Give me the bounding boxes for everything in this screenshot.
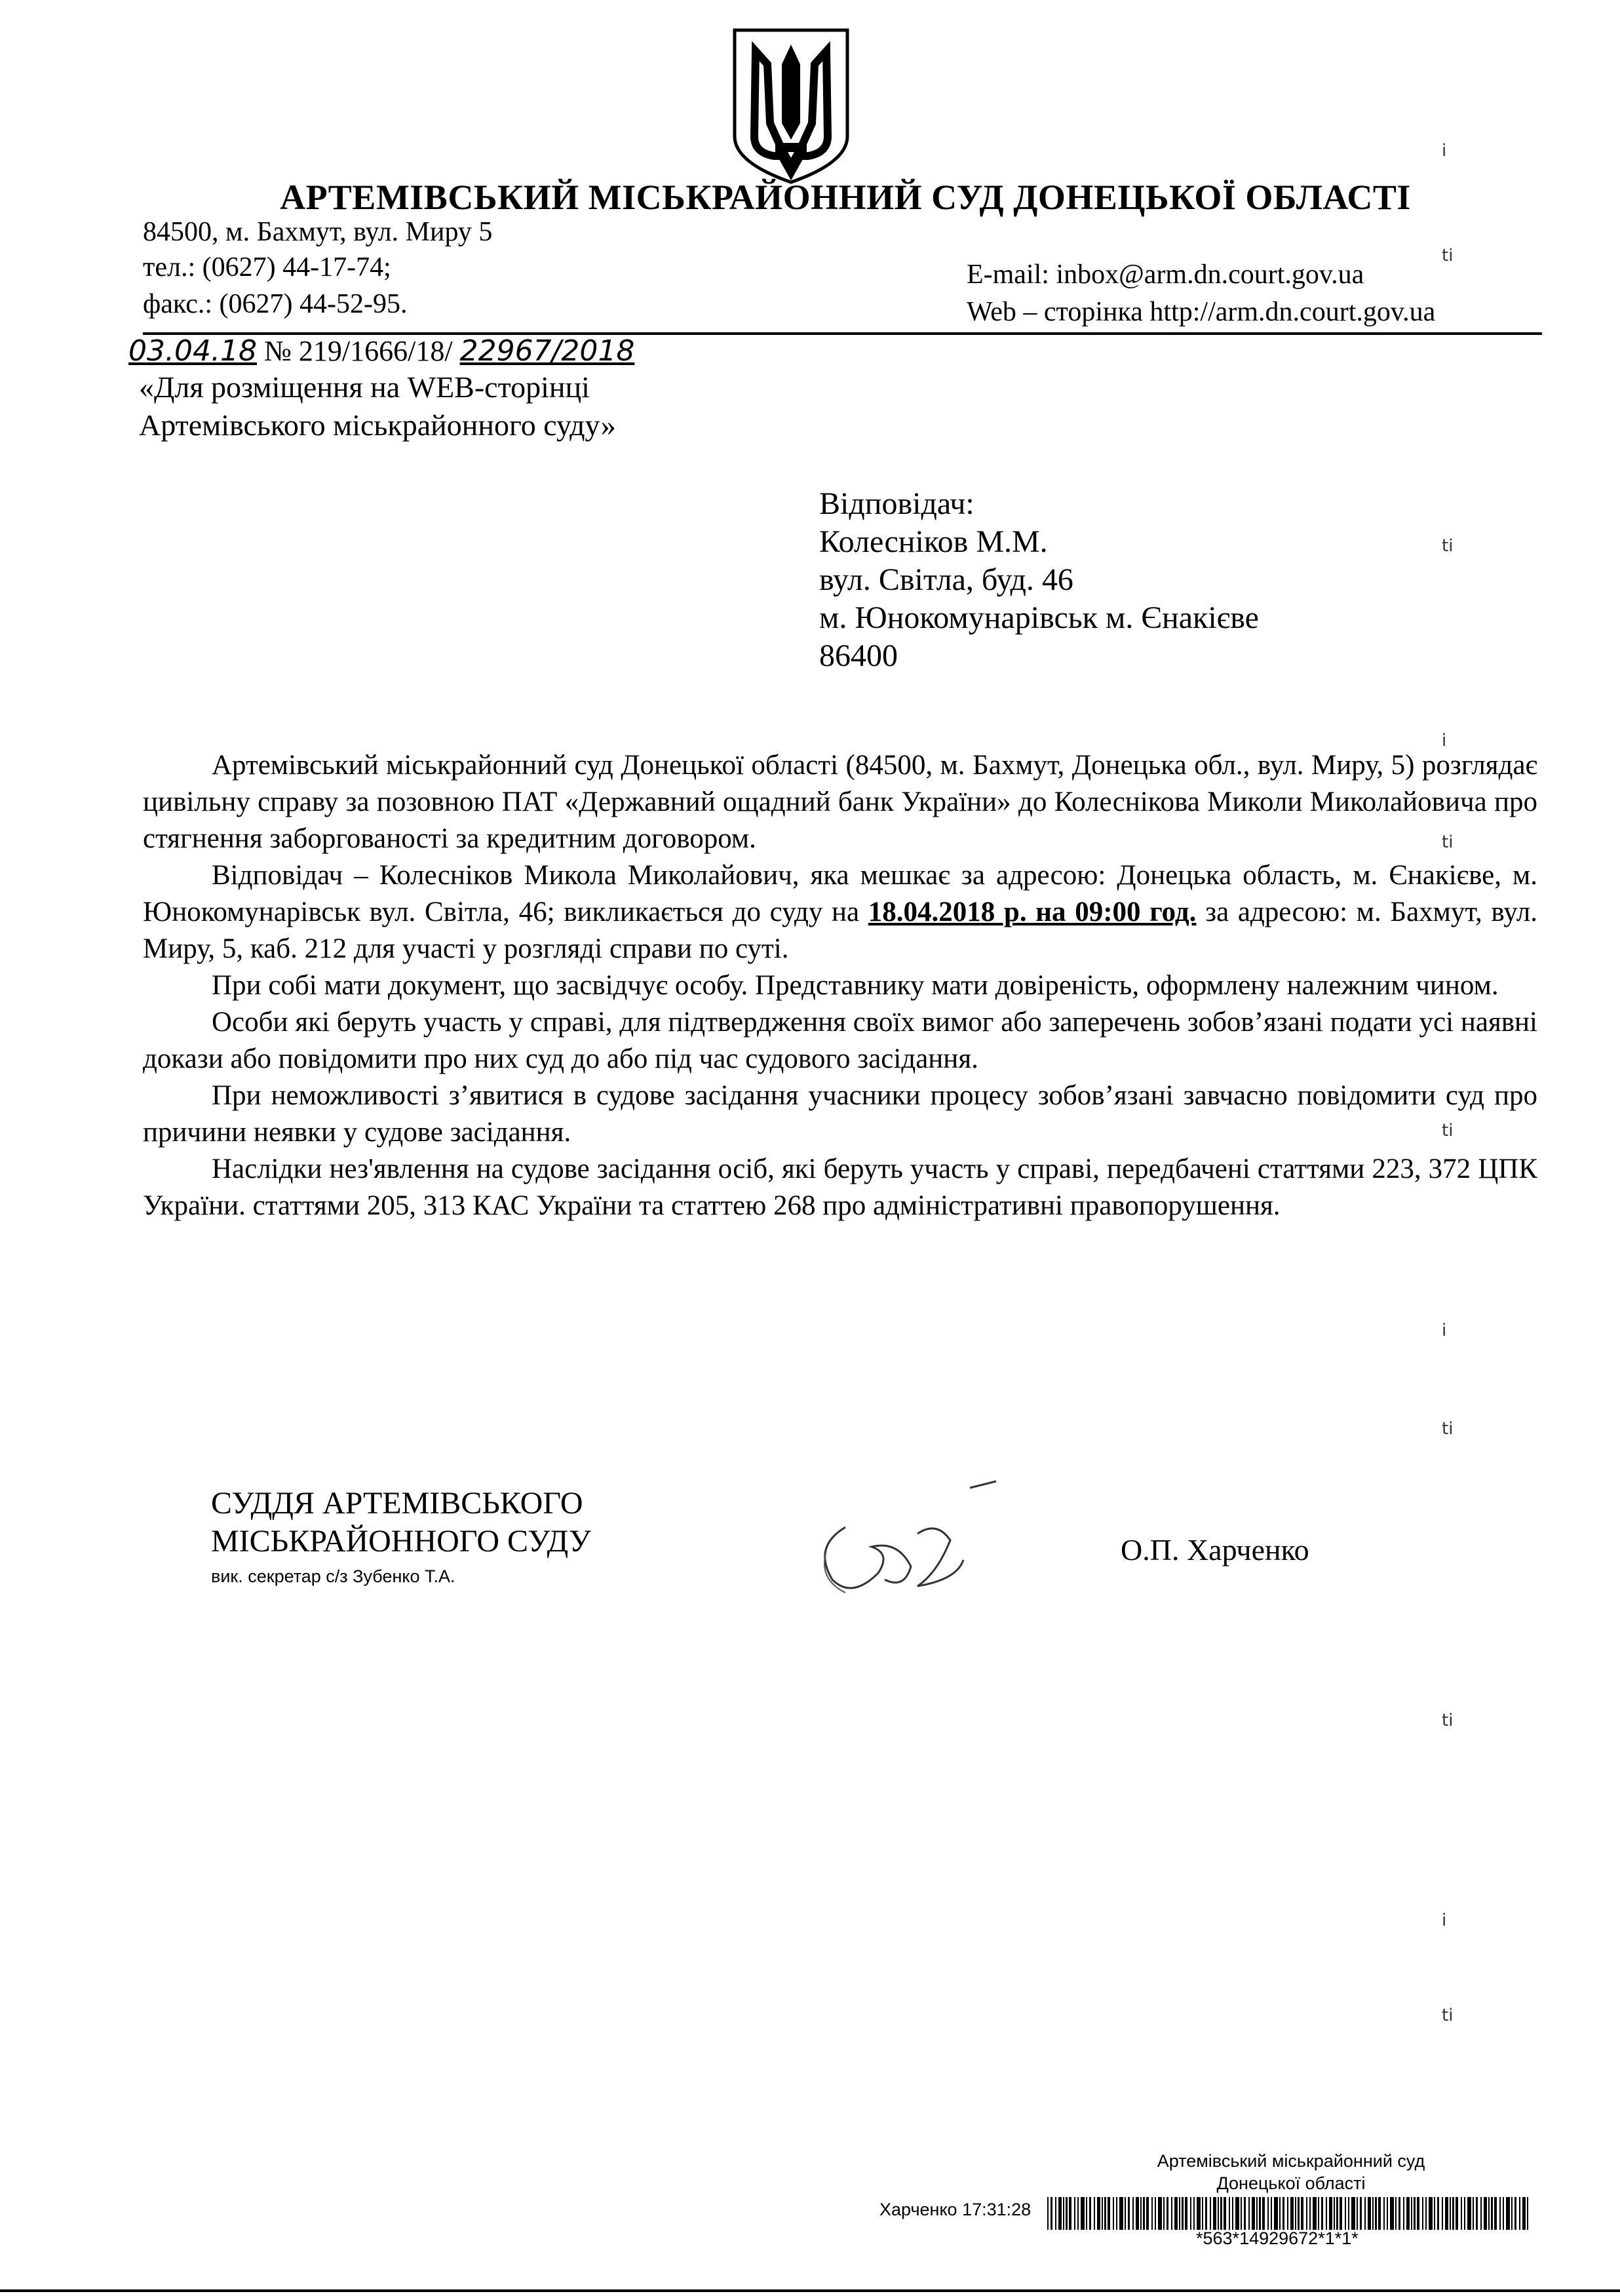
court-phone: тел.: (0627) 44-17-74; bbox=[143, 252, 391, 282]
barcode-bar bbox=[1220, 2197, 1222, 2230]
barcode-bar bbox=[1051, 2197, 1052, 2230]
handwritten-register-number: 22967/2018 bbox=[459, 334, 635, 368]
judge-title: СУДДЯ АРТЕМІВСЬКОГО МІСЬКРАЙОННОГО СУДУ bbox=[211, 1486, 591, 1559]
margin-mark: i bbox=[1442, 141, 1447, 161]
barcode-bar bbox=[1473, 2197, 1474, 2230]
outgoing-number-prefix: № 219/1666/18/ bbox=[263, 335, 453, 367]
barcode-bar bbox=[1193, 2197, 1195, 2230]
barcode-bar bbox=[1205, 2197, 1207, 2230]
court-fax: факс.: (0627) 44-52-95. bbox=[143, 289, 408, 319]
barcode-bar bbox=[1213, 2197, 1216, 2230]
barcode-bar bbox=[1403, 2197, 1404, 2230]
barcode-bar bbox=[1484, 2197, 1487, 2230]
margin-mark: i bbox=[1442, 1911, 1447, 1930]
recipient-street: вул. Світла, буд. 46 bbox=[819, 562, 1073, 597]
barcode-bar bbox=[1074, 2197, 1075, 2230]
footer-stamp: Артемівський міськрайонний суд Донецької області bbox=[1157, 2151, 1425, 2193]
body-paragraph: Артемівський міськрайонний суд Донецької області (84500, м. Бахмут, Донецька обл., вул. Миру, 5) розглядає цивільну справу за позовною ПАТ «Державний ощадний банк України» до Колеснікова Миколи Миколайовича про стягнення заборгованості за кредитним договором. bbox=[143, 750, 1537, 854]
barcode-bar bbox=[1445, 2197, 1448, 2230]
barcode-bar bbox=[1437, 2197, 1439, 2230]
barcode-bar bbox=[1171, 2197, 1172, 2230]
margin-mark: ti bbox=[1442, 536, 1454, 556]
court-email: E-mail: inbox@arm.dn.court.gov.ua bbox=[967, 260, 1364, 290]
barcode-bar bbox=[1104, 2197, 1106, 2230]
barcode-bar bbox=[1318, 2197, 1319, 2230]
placement-note bbox=[139, 368, 616, 444]
body-paragraph: Особи які беруть участь у справі, для підтвердження своїх вимог або заперечень зобов’язані подати усі наявні докази або повідомити про них суд до або під час судового засідання. bbox=[143, 1007, 1537, 1074]
barcode-bar bbox=[1336, 2197, 1338, 2230]
barcode-bar bbox=[1351, 2197, 1355, 2230]
barcode-bar bbox=[1387, 2197, 1388, 2230]
barcode-bar bbox=[1450, 2197, 1451, 2230]
body-paragraph: При неможливості з’явитися в судове засідання учасники процесу зобов’язані завчасно повідомити суд про причини неявки у судове засідання. bbox=[143, 1080, 1537, 1148]
barcode-bar bbox=[1262, 2197, 1265, 2230]
barcode-bar bbox=[1128, 2197, 1130, 2230]
margin-mark: ti bbox=[1442, 832, 1454, 852]
summons-body bbox=[143, 747, 1537, 1224]
barcode-bar bbox=[1452, 2197, 1454, 2230]
barcode-bar bbox=[1077, 2197, 1079, 2230]
barcode-bar bbox=[1252, 2197, 1255, 2230]
margin-mark: ti bbox=[1442, 1711, 1454, 1730]
placement-note-line: «Для розміщення на WEB-сторінці bbox=[139, 370, 590, 404]
barcode-bar bbox=[1287, 2197, 1288, 2230]
barcode-bar bbox=[1248, 2197, 1250, 2230]
barcode-code: *563*14929672*1*1* bbox=[1196, 2228, 1359, 2248]
barcode-bar bbox=[1197, 2197, 1201, 2230]
barcode-bar bbox=[1321, 2197, 1323, 2230]
barcode-bar bbox=[1259, 2197, 1261, 2230]
barcode-bar bbox=[1456, 2197, 1458, 2230]
barcode-bar bbox=[1055, 2197, 1056, 2230]
barcode-bar bbox=[1102, 2197, 1103, 2230]
barcode-bar bbox=[1132, 2197, 1134, 2230]
court-name: АРТЕМІВСЬКИЙ МІСЬКРАЙОННИЙ СУД ДОНЕЦЬКОЇ ОБЛАСТІ bbox=[280, 178, 1411, 217]
barcode-bar bbox=[1140, 2197, 1142, 2230]
barcode-bar bbox=[1267, 2197, 1269, 2230]
barcode-bar bbox=[1069, 2197, 1071, 2230]
recipient-city: м. Юнокомунарівськ м. Єнакієве bbox=[819, 600, 1259, 635]
barcode-bar bbox=[1058, 2197, 1062, 2230]
barcode-bar bbox=[1301, 2197, 1303, 2230]
barcode-bar bbox=[1244, 2197, 1246, 2230]
recipient-postcode: 86400 bbox=[819, 638, 898, 673]
barcode-bar bbox=[1125, 2197, 1126, 2230]
barcode-bar bbox=[1274, 2197, 1278, 2230]
barcode-bar bbox=[1155, 2197, 1156, 2230]
court-address: 84500, м. Бахмут, вул. Миру 5 bbox=[143, 217, 493, 247]
barcode-bar bbox=[1185, 2197, 1187, 2230]
barcode-bar bbox=[1398, 2197, 1400, 2230]
barcode-bar bbox=[1282, 2197, 1284, 2230]
barcode-bar bbox=[1295, 2197, 1296, 2230]
body-paragraph: Наслідки нез'явлення на судове засідання осіб, які беруть участь у справі, передбачені статтями 223, 372 ЦПК України. статтями 205, 313 КАС України та статтею 268 про адміністративні правопорушення. bbox=[143, 1154, 1537, 1221]
barcode-bar bbox=[1190, 2197, 1191, 2230]
barcode-bar bbox=[1383, 2197, 1385, 2230]
barcode-bar bbox=[1499, 2197, 1501, 2230]
barcode-bar bbox=[1390, 2197, 1394, 2230]
coat-of-arms-emblem bbox=[729, 25, 853, 186]
margin-mark: ti bbox=[1442, 246, 1454, 265]
barcode-bar bbox=[1372, 2197, 1374, 2230]
margin-mark: i bbox=[1442, 1321, 1447, 1340]
barcode-bar bbox=[1425, 2197, 1427, 2230]
barcode-bar bbox=[1491, 2197, 1493, 2230]
margin-mark: ti bbox=[1442, 1121, 1454, 1140]
barcode-bar bbox=[1375, 2197, 1377, 2230]
barcode-bar bbox=[1329, 2197, 1332, 2230]
barcode-bar bbox=[1313, 2197, 1317, 2230]
barcode-bar bbox=[1467, 2197, 1471, 2230]
barcode-bar bbox=[1151, 2197, 1153, 2230]
barcode bbox=[1047, 2197, 1529, 2230]
judge-name: О.П. Харченко bbox=[1121, 1533, 1309, 1566]
barcode-bar bbox=[1290, 2197, 1294, 2230]
barcode-label: Харченко 17:31:28 bbox=[879, 2200, 1032, 2219]
hearing-date: 18.04.2018 р. на 09:00 год. bbox=[868, 897, 1197, 927]
barcode-bar bbox=[1476, 2197, 1478, 2230]
barcode-bar bbox=[1116, 2197, 1117, 2230]
barcode-bar bbox=[1158, 2197, 1162, 2230]
barcode-bar bbox=[1422, 2197, 1423, 2230]
barcode-bar bbox=[1146, 2197, 1149, 2230]
barcode-bar bbox=[1503, 2197, 1504, 2230]
barcode-bar bbox=[1182, 2197, 1184, 2230]
barcode-bar bbox=[1442, 2197, 1443, 2230]
barcode-bar bbox=[1461, 2197, 1462, 2230]
barcode-bar bbox=[1232, 2197, 1233, 2230]
barcode-bar bbox=[1348, 2197, 1349, 2230]
barcode-bar bbox=[1464, 2197, 1465, 2230]
body-paragraph: При собі мати документ, що засвідчує особу. Представнику мати довіреність, оформлену належним чином. bbox=[212, 970, 1499, 1001]
barcode-bar bbox=[1340, 2197, 1342, 2230]
barcode-bar bbox=[1522, 2197, 1526, 2230]
barcode-bar bbox=[1519, 2197, 1520, 2230]
outgoing-number bbox=[128, 334, 634, 368]
barcode-bar bbox=[1143, 2197, 1145, 2230]
recipient-block bbox=[819, 485, 1259, 675]
secretary-note: вик. секретар с/з Зубенко Т.А. bbox=[211, 1566, 455, 1586]
barcode-bar bbox=[1414, 2197, 1416, 2230]
barcode-bar bbox=[1511, 2197, 1513, 2230]
barcode-bar bbox=[1097, 2197, 1100, 2230]
barcode-bar bbox=[1136, 2197, 1139, 2230]
margin-mark: i bbox=[1442, 731, 1447, 750]
barcode-bar bbox=[1360, 2197, 1362, 2230]
barcode-bar bbox=[1224, 2197, 1226, 2230]
barcode-bar bbox=[1406, 2197, 1410, 2230]
barcode-bar bbox=[1047, 2197, 1049, 2230]
barcode-bar bbox=[1488, 2197, 1490, 2230]
barcode-bar bbox=[1326, 2197, 1327, 2230]
barcode-bar bbox=[1514, 2197, 1516, 2230]
barcode-bar bbox=[1113, 2197, 1114, 2230]
barcode-bar bbox=[1081, 2197, 1085, 2230]
barcode-bar bbox=[1434, 2197, 1435, 2230]
barcode-bar bbox=[1480, 2197, 1482, 2230]
barcode-bar bbox=[1094, 2197, 1095, 2230]
barcode-bar bbox=[1179, 2197, 1180, 2230]
barcode-bar bbox=[1378, 2197, 1381, 2230]
barcode-bar bbox=[1089, 2197, 1091, 2230]
barcode-bar bbox=[1334, 2197, 1335, 2230]
recipient-label: Відповідач: bbox=[819, 486, 974, 521]
barcode-bar bbox=[1364, 2197, 1366, 2230]
barcode-bar bbox=[1163, 2197, 1165, 2230]
barcode-bar bbox=[1298, 2197, 1300, 2230]
barcode-bar bbox=[1241, 2197, 1242, 2230]
body-paragraph: Відповідач – Колесніков Микола Миколайович, яка мешкає за адресою: Донецька область, м. Єнакієве, м. Юнокомунарівськ вул. Світла, 46; викликається до суду на 18.04.2018 р. на 09:00 год. за адресою: м. Бахмут, вул. Миру, 5, каб. 212 для участі у розгляді справи по суті. bbox=[143, 860, 1538, 964]
barcode-bar bbox=[1309, 2197, 1311, 2230]
handwritten-date: 03.04.18 bbox=[128, 334, 257, 368]
barcode-bar bbox=[1086, 2197, 1087, 2230]
barcode-bar bbox=[1417, 2197, 1419, 2230]
barcode-bar bbox=[1174, 2197, 1178, 2230]
barcode-bar bbox=[1235, 2197, 1239, 2230]
barcode-bar bbox=[1066, 2197, 1068, 2230]
barcode-bar bbox=[1210, 2197, 1211, 2230]
barcode-bar bbox=[1218, 2197, 1219, 2230]
barcode-bar bbox=[1119, 2197, 1123, 2230]
page-bottom-edge bbox=[0, 2289, 1620, 2292]
court-website: Web – сторінка http://arm.dn.court.gov.ua bbox=[967, 297, 1436, 327]
barcode-bar bbox=[1506, 2197, 1510, 2230]
barcode-bar bbox=[1368, 2197, 1371, 2230]
barcode-bar bbox=[1202, 2197, 1203, 2230]
barcode-bar bbox=[1279, 2197, 1281, 2230]
handwritten-signature bbox=[806, 1475, 1016, 1606]
barcode-bar bbox=[1395, 2197, 1397, 2230]
placement-note-line: Артемівського міськрайонного суду» bbox=[139, 408, 616, 442]
barcode-bar bbox=[1271, 2197, 1272, 2230]
barcode-bar bbox=[1306, 2197, 1307, 2230]
recipient-name: Колесніков М.М. bbox=[819, 524, 1048, 559]
barcode-bar bbox=[1527, 2197, 1528, 2230]
barcode-bar bbox=[1411, 2197, 1412, 2230]
barcode-bar bbox=[1063, 2197, 1064, 2230]
barcode-bar bbox=[1167, 2197, 1168, 2230]
barcode-bar bbox=[1229, 2197, 1230, 2230]
margin-mark: ti bbox=[1442, 2006, 1454, 2025]
margin-mark: ti bbox=[1442, 1419, 1454, 1439]
barcode-bar bbox=[1108, 2197, 1110, 2230]
barcode-bar bbox=[1256, 2197, 1258, 2230]
barcode-bar bbox=[1345, 2197, 1346, 2230]
barcode-bar bbox=[1429, 2197, 1433, 2230]
barcode-bar bbox=[1494, 2197, 1497, 2230]
barcode-bar bbox=[1357, 2197, 1358, 2230]
